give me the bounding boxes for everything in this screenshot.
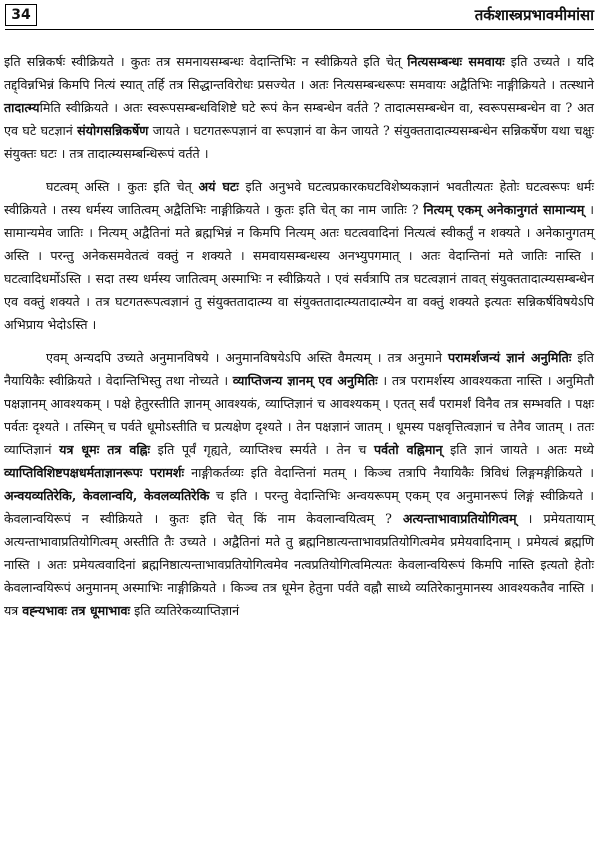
text-run: इति अनुभवे घटत्वप्रकारकघटविशेष्यकज्ञानं भवतीत्यतः हेतोः घटत्वरूपः धर्मः स्वीक्रियते । तस्य धर्मस्य जातित्वम् अद्वैतिभिः नाङ्गीक्रियते । कुतः इति चेत् का नाम जातिः ? xyxy=(4,179,594,217)
text-run: इति उच्यते । यदि तद्द्विन्नभिन्नं किमपि नित्यं स्यात् तर्हि तत्र सिद्धान्तविरोधः प्रसज्येत । अतः नित्यसम्बन्धरूपः समवायः अद्वैतिभिः नाङ्गीक्रियते । तत्स्थाने xyxy=(4,54,594,92)
text-run: इति व्यतिरेकव्याप्तिज्ञानं xyxy=(130,603,240,618)
text-run: घटत्वम् अस्ति । कुतः इति चेत् xyxy=(46,179,199,194)
paragraph xyxy=(4,346,594,622)
document-body xyxy=(4,50,594,632)
bold-term: वह्न्यभावः तत्र धूमाभावः xyxy=(22,603,131,618)
bold-term: व्याप्तिजन्य ज्ञानम् एव अनुमितिः xyxy=(232,373,378,388)
page-header xyxy=(5,4,594,30)
header-rule xyxy=(5,29,594,30)
text-run: । सामान्यमेव जातिः । नित्यम् अद्वैतिनां मते ब्रह्मभिन्नं न किमपि नित्यम् अतः घटत्ववादिनां नित्यत्वं स्वीकर्तुं न शक्यते । अनेकानुगतम् अस्ति । परन्तु अनेकसमवेतत्वं वक्तुं न शक्यते । समवायसम्बन्धस्य अनभ्युपगमात् । अतः वेदान्तिनां मते जातिः नास्ति । घटत्वादिधर्मोऽस्ति । सदा तस्य धर्मस्य जातित्वम् अस्माभिः न स्वीक्रियते । एवं सर्वत्रापि तत्र घटत्वज्ञानं तावत् संयुक्ततादात्म्यसम्बन्धेन एव वक्तुं शक्यते । तत्र घटगतरूपत्वज्ञानं तु संयुक्ततादात्म्य वा संयुक्ततादात्म्यतादात्म्येन वा वक्तुं शक्यते इत्यतः सन्निकर्षविषयेऽपि अभिप्राय भेदोऽस्ति । xyxy=(4,202,594,332)
bold-term: नित्यसम्बन्धः समवायः xyxy=(407,54,505,69)
text-run: इति नैयायिकैः स्वीक्रियते । वेदान्तिभिस्तु तथा नोच्यते । xyxy=(4,350,594,388)
bold-term: यत्र धूमः तत्र वह्निः xyxy=(59,442,151,457)
text-run: नाङ्गीकर्तव्यः इति वेदान्तिनां मतम् । किञ्च तत्रापि नैयायिकैः त्रिविधं लिङ्गमङ्गीक्रियते । xyxy=(184,465,595,480)
text-run: इति सन्निकर्षः स्वीक्रियते । कुतः तत्र समनायसम्बन्धः वेदान्तिभिः न स्वीक्रियते इति चेत् xyxy=(4,54,408,69)
bold-term: व्याप्तिविशिष्टपक्षधर्मताज्ञानरूपः परामर्शः xyxy=(4,465,185,480)
bold-term: नित्यम् एकम् अनेकानुगतं सामान्यम् xyxy=(423,202,585,217)
bold-term: अत्यन्ताभावाप्रतियोगित्वम् xyxy=(402,511,517,526)
text-run: जायते । घटगतरूपज्ञानं वा रूपज्ञानं वा केन जायते ? संयुक्ततादात्म्यसम्बन्धेन सन्निकर्षेण यथा चक्षुः संयुक्तः घटः । तत्र तादात्म्यसम्बन्धिरूपं वर्तते । xyxy=(4,123,594,161)
running-title: तर्कशास्त्रप्रभावमीमांसा xyxy=(474,6,594,24)
text-run: एवम् अन्यदपि उच्यते अनुमानविषये । अनुमानविषयेऽपि अस्ति वैमत्यम् । तत्र अनुमाने xyxy=(46,350,448,365)
bold-term: तादात्म्य xyxy=(4,100,40,115)
text-run: मिति स्वीक्रियते । अतः स्वरूपसम्बन्धविशिष्टे घटे रूपं केन सम्बन्धेन वर्तते ? तादात्मसम्बन्धेन वा, स्वरूपसम्बन्धेन वा ? अत एव घटे घटज्ञानं xyxy=(4,100,594,138)
text-run: इति पूर्वं गृह्यते, व्याप्तिश्च स्मर्यते । तेन च xyxy=(150,442,375,457)
bold-term: परामर्शजन्यं ज्ञानं अनुमितिः xyxy=(447,350,572,365)
bold-term: अयं घटः xyxy=(198,179,239,194)
text-run: । प्रमेयतायाम् अत्यन्ताभावाप्रतियोगित्वम् अस्तीति तैः उच्यते । अद्वैतिनां मते तु ब्रह्मनिष्ठात्यन्ताभावप्रतियोगित्वमेव प्रमेयवादिनाम् । प्रमेयत्वं ब्रह्मणि नास्ति । अतः प्रमेयत्ववादिनां ब्रह्मनिष्ठात्यन्ताभावप्रतियोगित्वमेव नत्वप्रतियोगित्वमित्यतः केवलान्वयिरूपं किमपि नास्ति इत्यतो हेतोः केवलान्वयिरूपं अनुमानम् अस्माभिः नाङ्गीक्रियते । किञ्च तत्र धूमेन हेतुना पर्वते वह्नौ साध्ये व्यतिरेकानुमानस्य आवश्यकतैव नास्ति । यत्र xyxy=(4,511,594,618)
bold-term: अन्वयव्यतिरेकि, केवलान्वयि, केवलव्यतिरेकि xyxy=(4,488,210,503)
bold-term: पर्वतो वह्निमान् xyxy=(374,442,443,457)
text-run: । तत्र परामर्शस्य आवश्यकता नास्ति । अनुमितौ पक्षज्ञानम् आवश्यकम् । पक्षे हेतुरस्तीति ज्ञानम् आवश्यकं, व्याप्तिज्ञानं च आवश्यकम् । एतत् सर्वं परामर्शं विनैव तत्र सम्भवति । पक्षः पर्वतः दृश्यते । तस्मिन् च पर्वते धूमोऽस्तीति च प्रत्यक्षेण दृश्यते । तेन पक्षज्ञानं जातम् । धूमस्य पक्षवृत्तित्वज्ञानं च तेनैव जातम् । ततः व्याप्तिज्ञानं xyxy=(4,373,594,457)
page-number: 34 xyxy=(5,4,37,26)
text-run: इति ज्ञानं जायते । अतः मध्ये xyxy=(442,442,594,457)
bold-term: संयोगसन्निकर्षेण xyxy=(77,123,149,138)
paragraph xyxy=(4,175,594,336)
paragraph xyxy=(4,50,594,165)
text-run: च इति । परन्तु वेदान्तिभिः अन्वयरूपम् एकम् एव अनुमानरूपं लिङ्गं स्वीक्रियते । केवलान्वयिरूपं न स्वीक्रियते । कुतः इति चेत् किं नाम केवलान्वयित्वम् ? xyxy=(4,488,594,526)
